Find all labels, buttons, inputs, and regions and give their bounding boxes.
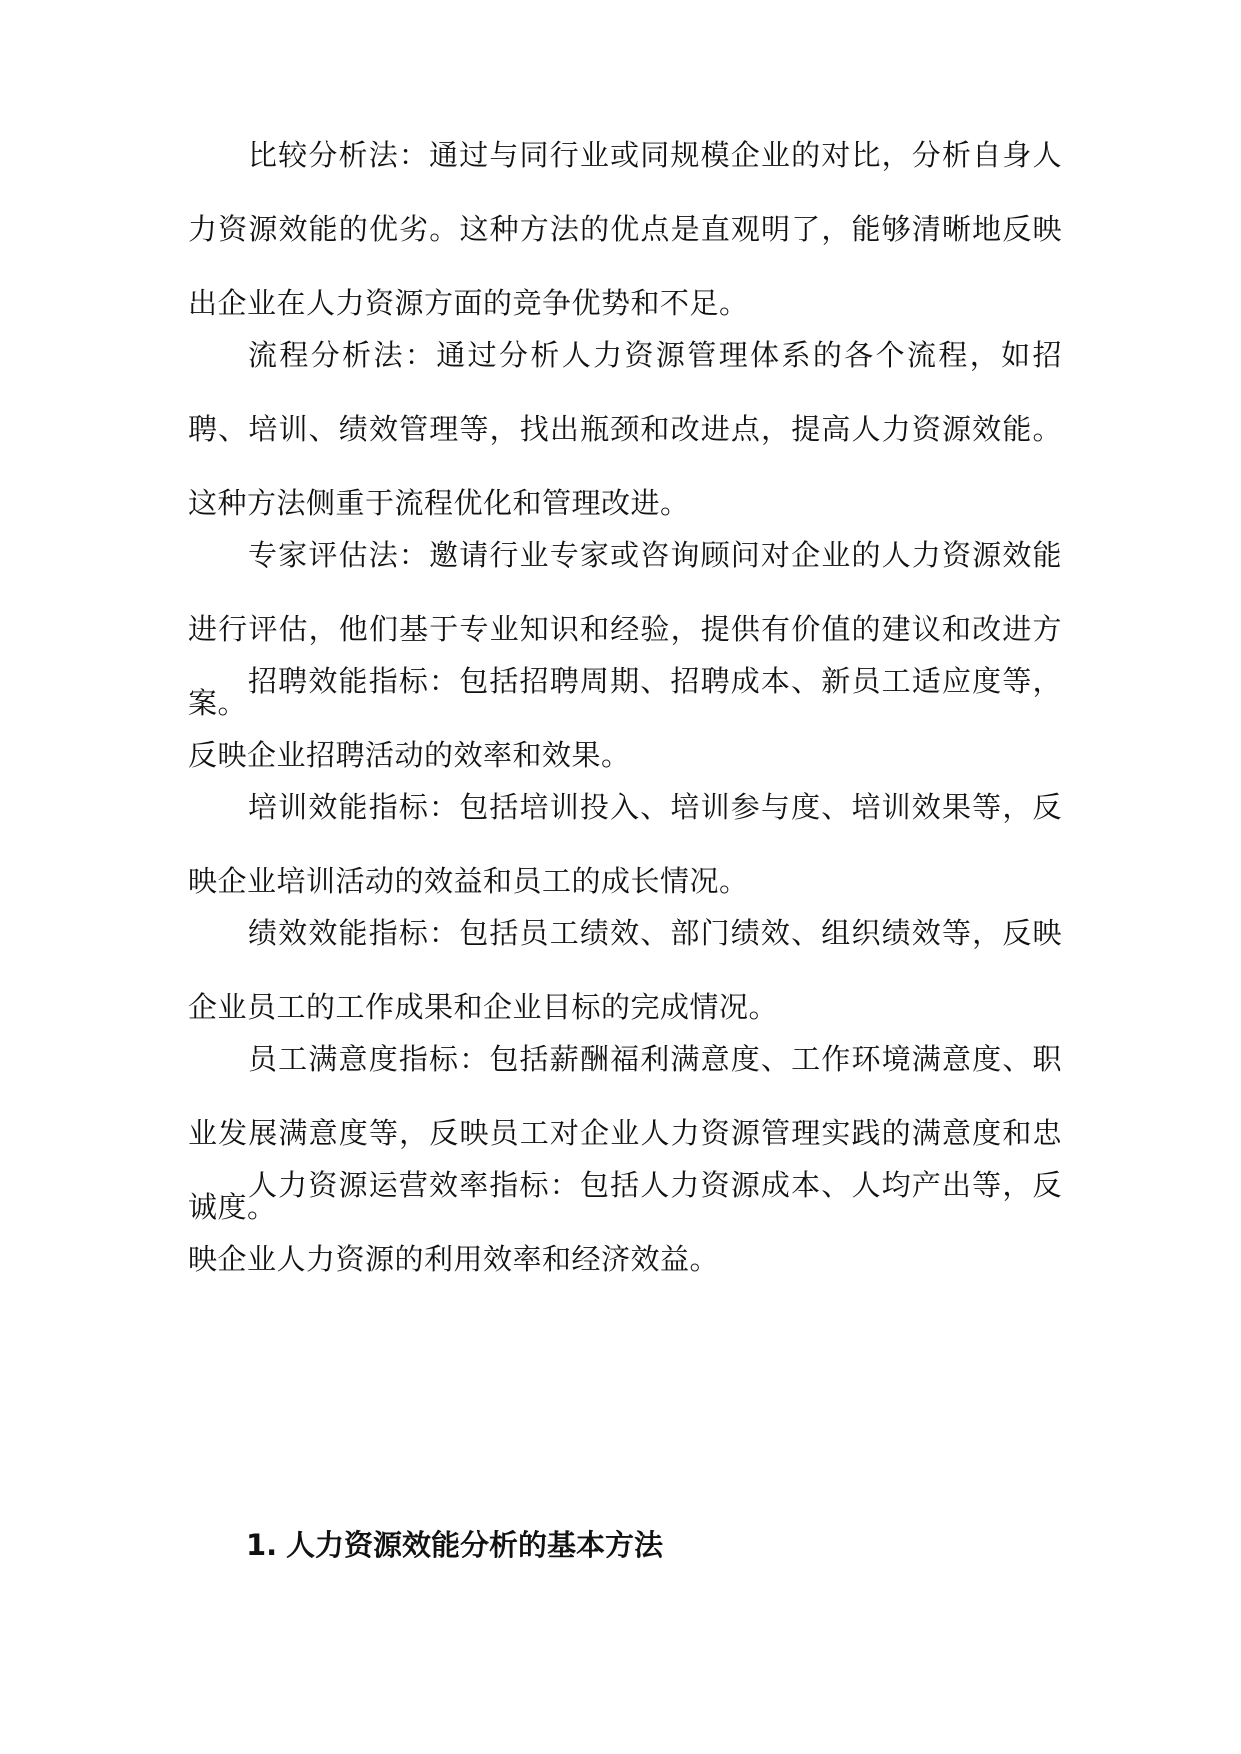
- paragraph-performance-indicators: 绩效效能指标：包括员工绩效、部门绩效、组织绩效等，反映企业员工的工作成果和企业目标的完成情况。: [188, 916, 1062, 1024]
- paragraph-training-indicators: 培训效能指标：包括培训投入、培训参与度、培训效果等，反映企业培训活动的效益和员工的成长情况。: [188, 790, 1062, 898]
- paragraph-process-analysis: 流程分析法：通过分析人力资源管理体系的各个流程，如招聘、培训、绩效管理等，找出瓶颈和改进点，提高人力资源效能。这种方法侧重于流程优化和管理改进。: [188, 338, 1062, 520]
- section-heading: [246, 1525, 663, 1565]
- paragraph-comparative-analysis: 比较分析法：通过与同行业或同规模企业的对比，分析自身人力资源效能的优劣。这种方法的优点是直观明了，能够清晰地反映出企业在人力资源方面的竞争优势和不足。: [188, 138, 1062, 320]
- paragraph-expert-evaluation: 专家评估法：邀请行业专家或咨询顾问对企业的人力资源效能进行评估，他们基于专业知识和经验，提供有价值的建议和改进方案。: [188, 538, 1062, 720]
- paragraph-satisfaction-indicators: 员工满意度指标：包括薪酬福利满意度、工作环境满意度、职业发展满意度等，反映员工对企业人力资源管理实践的满意度和忠诚度。: [188, 1042, 1062, 1224]
- section-number: 1.: [246, 1528, 278, 1562]
- section-title: 人力资源效能分析的基本方法: [286, 1528, 664, 1562]
- paragraph-recruitment-indicators: 招聘效能指标：包括招聘周期、招聘成本、新员工适应度等，反映企业招聘活动的效率和效果。: [188, 664, 1062, 772]
- paragraph-hr-efficiency-indicators: 人力资源运营效率指标：包括人力资源成本、人均产出等，反映企业人力资源的利用效率和经济效益。: [188, 1168, 1062, 1276]
